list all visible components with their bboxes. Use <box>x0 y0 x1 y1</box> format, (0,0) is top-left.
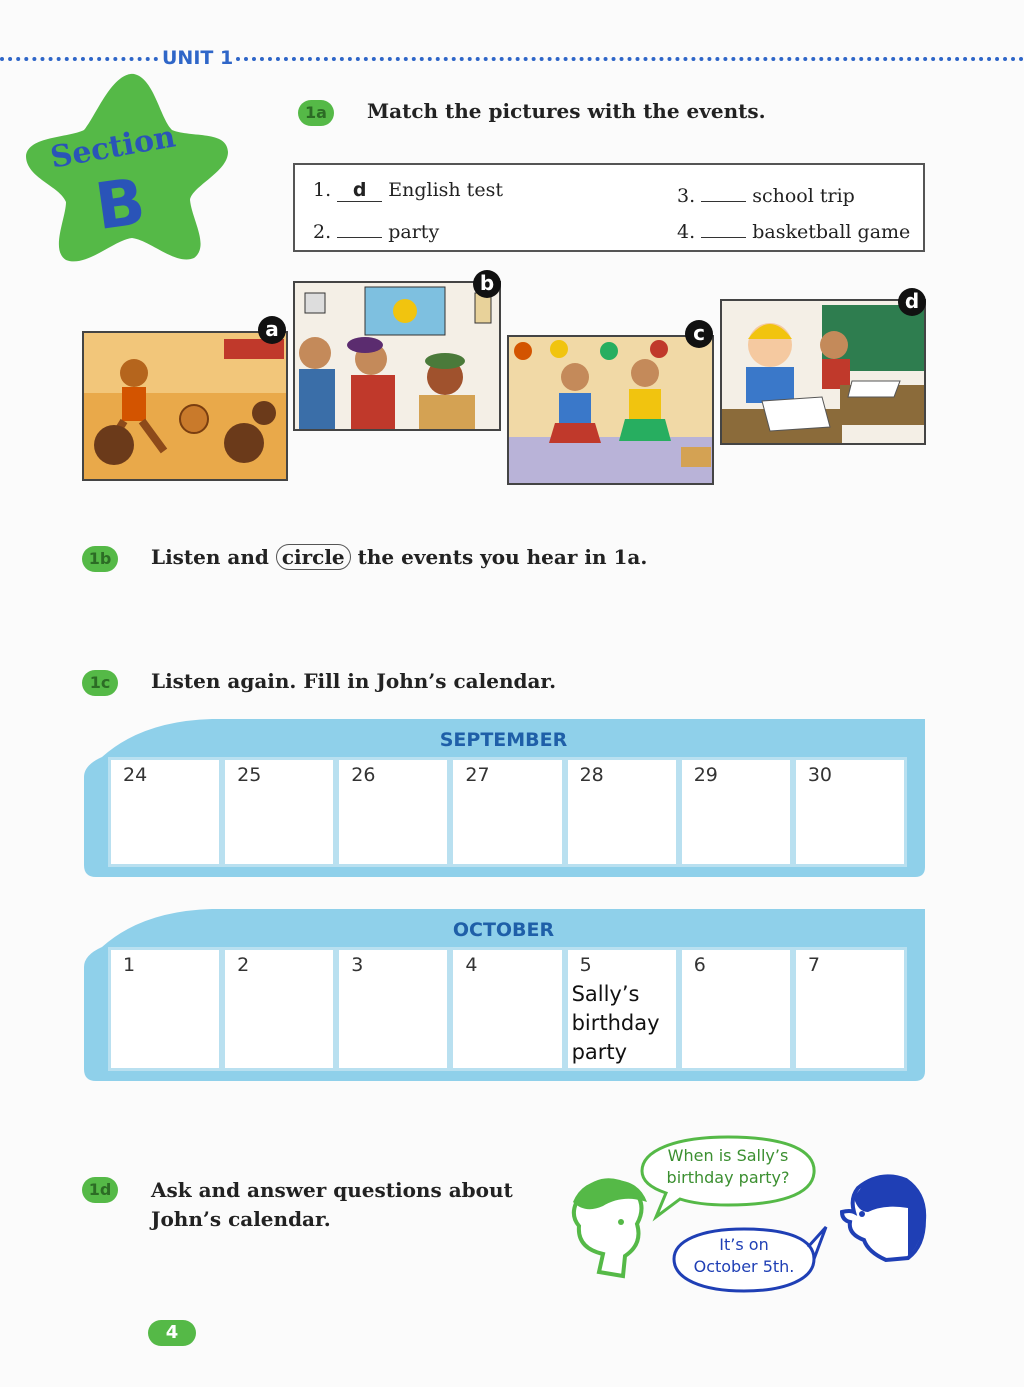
match-item <box>677 215 910 243</box>
exercise-number-1b: 1b <box>82 546 118 572</box>
page-number: 4 <box>148 1320 196 1346</box>
note-line: Sally’s <box>571 982 640 1006</box>
item-number: 1. <box>313 179 332 201</box>
calendar-day-cell[interactable] <box>565 757 679 867</box>
calendar-day-cell[interactable] <box>565 947 679 1071</box>
section-letter: B <box>91 164 150 246</box>
calendar-note <box>572 980 660 1067</box>
day-number: 2 <box>237 954 250 976</box>
instruction-text: Listen and <box>151 545 269 569</box>
circled-word: circle <box>276 544 351 570</box>
answer-blank[interactable] <box>701 179 746 202</box>
instruction-line: John’s calendar. <box>151 1207 331 1231</box>
dotted-divider <box>236 57 1024 61</box>
calendar-september <box>82 717 925 877</box>
calendar-day-cell[interactable] <box>793 757 907 867</box>
calendar-month: OCTOBER <box>452 919 555 941</box>
dotted-divider <box>0 57 158 61</box>
instruction-text: the events you hear in 1a. <box>357 545 648 569</box>
exercise-number-1a: 1a <box>298 100 334 126</box>
picture-label-a: a <box>258 316 286 344</box>
boy-character-icon <box>828 1168 928 1268</box>
day-number: 5 <box>579 954 592 976</box>
exercise-1b-instruction <box>151 545 647 569</box>
event-text: party <box>388 221 440 243</box>
note-line: birthday <box>571 1011 660 1035</box>
day-number: 4 <box>465 954 478 976</box>
event-text: basketball game <box>752 221 911 243</box>
calendar-day-cell[interactable] <box>793 947 907 1071</box>
calendar-october <box>82 907 925 1081</box>
answer-blank[interactable] <box>337 215 382 238</box>
event-text: English test <box>388 179 503 201</box>
unit-header <box>0 48 1024 68</box>
answer-blank[interactable] <box>701 215 746 238</box>
section-word: Section <box>47 119 179 176</box>
exercise-number-1c: 1c <box>82 670 118 696</box>
bubble-line: October 5th. <box>693 1257 795 1276</box>
exercise-1c-instruction: Listen again. Fill in John’s calendar. <box>151 669 557 693</box>
bubble-line: birthday party? <box>666 1168 790 1187</box>
day-number: 25 <box>237 764 262 786</box>
calendar-day-cell[interactable] <box>336 947 450 1071</box>
note-line: party <box>571 1040 628 1064</box>
calendar-days <box>108 947 907 1071</box>
day-number: 30 <box>807 764 833 786</box>
picture-label-d: d <box>898 288 926 316</box>
item-number: 4. <box>677 221 696 243</box>
picture-b-school-trip <box>293 281 501 431</box>
match-item <box>677 179 855 207</box>
calendar-day-cell[interactable] <box>222 947 336 1071</box>
question-text <box>648 1145 808 1189</box>
exercise-number-1d: 1d <box>82 1177 118 1203</box>
calendar-month: SEPTEMBER <box>439 729 568 751</box>
picture-label-b: b <box>473 270 501 298</box>
answer-text <box>674 1234 814 1278</box>
bubble-line: When is Sally’s <box>667 1146 789 1165</box>
day-number: 3 <box>351 954 364 976</box>
calendar-day-cell[interactable] <box>222 757 336 867</box>
calendar-day-cell[interactable] <box>108 947 222 1071</box>
picture-a-basketball <box>82 331 288 481</box>
match-item <box>313 215 439 243</box>
day-number: 29 <box>693 764 718 786</box>
bubble-line: It’s on <box>719 1235 769 1254</box>
calendar-days <box>108 757 907 867</box>
day-number: 26 <box>351 764 376 786</box>
day-number: 6 <box>693 954 706 976</box>
picture-d-english-test <box>720 299 926 445</box>
day-number: 1 <box>123 954 136 976</box>
unit-label: UNIT 1 <box>158 48 237 68</box>
instruction-line: Ask and answer questions about <box>151 1178 513 1202</box>
calendar-day-cell[interactable] <box>679 947 793 1071</box>
answer-blank[interactable]: d <box>337 179 382 202</box>
match-item <box>313 179 503 202</box>
day-number: 24 <box>123 764 148 786</box>
day-number: 27 <box>465 764 490 786</box>
exercise-1a-instruction: Match the pictures with the events. <box>367 99 766 123</box>
calendar-day-cell[interactable] <box>336 757 450 867</box>
item-number: 3. <box>677 185 696 207</box>
section-badge <box>22 68 232 268</box>
day-number: 28 <box>579 764 604 786</box>
picture-label-c: c <box>685 320 713 348</box>
calendar-day-cell[interactable] <box>450 757 564 867</box>
day-number: 7 <box>807 954 820 976</box>
calendar-day-cell[interactable] <box>679 757 793 867</box>
match-list <box>293 163 925 252</box>
exercise-1d-instruction <box>151 1176 513 1234</box>
calendar-day-cell[interactable] <box>108 757 222 867</box>
picture-c-party <box>507 335 714 485</box>
item-number: 2. <box>313 221 332 243</box>
event-text: school trip <box>752 185 855 207</box>
calendar-day-cell[interactable] <box>450 947 564 1071</box>
